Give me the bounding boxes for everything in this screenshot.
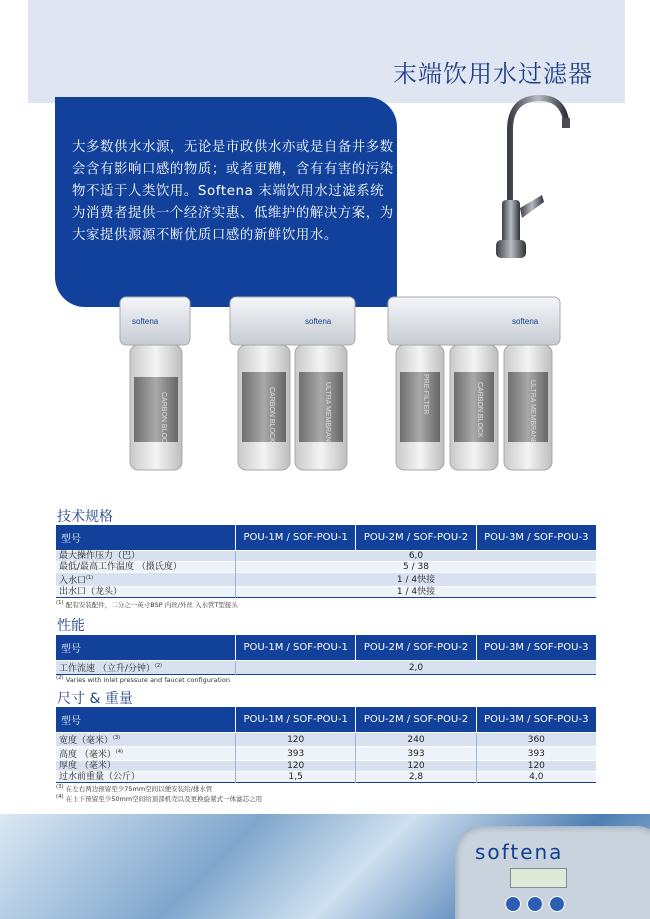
cell: 1,5: [236, 772, 356, 783]
footnote-mark: (4): [56, 794, 64, 800]
footnote-mark: (3): [56, 784, 64, 790]
drop-button-icon: [505, 896, 521, 912]
cell: 2,8: [356, 772, 476, 783]
filter-unit-3: [388, 297, 560, 470]
cell: 393: [236, 747, 356, 761]
model-col-1: POU-1M / SOF-POU-1: [236, 525, 356, 551]
model-col-2: POU-2M / SOF-POU-2: [356, 707, 476, 733]
table-row: [56, 772, 596, 783]
model-col-2: POU-2M / SOF-POU-2: [356, 635, 476, 661]
footnote-text: 配有安装配件，二分之一英寸BSP 内丝/外丝 入水管T型接头: [65, 601, 238, 610]
table-row: [56, 747, 596, 761]
table-row: [56, 573, 596, 587]
table-row: [56, 551, 596, 562]
softena-label: softena: [305, 317, 332, 326]
row-value: 5 / 38: [236, 562, 597, 573]
model-col-1: POU-1M / SOF-POU-1: [236, 707, 356, 733]
filter-systems-image: [110, 292, 565, 477]
faucet-image: [480, 90, 590, 270]
footnote-mark: (2): [154, 663, 162, 669]
model-col-2: POU-2M / SOF-POU-2: [356, 525, 476, 551]
footer-photo: [0, 814, 650, 919]
row-label-cell: [56, 747, 236, 761]
intro-text: 大多数供水水源，无论是市政供水亦或是自备井多数会含有影响口感的物质；或者更糟，含有有害的污染物不适于人类饮用。Softena 末端饮用水过滤系统为消费者提供一个经济实惠、低维护的解决方案，为大家提供源源不断优质口感的新鲜饮用水。: [72, 140, 394, 243]
dimensions-table: [56, 707, 596, 785]
footnote-mark: (2): [56, 675, 64, 681]
footnote-text: 在左右两边预留至少75mm空间以便安装给/排水管: [65, 785, 213, 794]
footnote-mark: (3): [113, 735, 121, 741]
cell: 4,0: [476, 772, 596, 783]
cell: 120: [476, 761, 596, 772]
row-label-cell: [56, 733, 236, 747]
table-row: [56, 562, 596, 573]
cell: 120: [356, 761, 476, 772]
model-col-3: POU-3M / SOF-POU-3: [476, 707, 596, 733]
cartridge-label: CARBON BLOCK: [160, 392, 167, 448]
cartridge-label: ULTRA MEMBRANE: [324, 382, 331, 447]
specs-section-title: 技术规格: [57, 509, 113, 525]
softena-label: softena: [512, 317, 539, 326]
drop-button-icon: [527, 896, 543, 912]
cartridge-label: CARBON BLOCK: [268, 387, 275, 443]
model-col-3: POU-3M / SOF-POU-3: [476, 635, 596, 661]
cartridge-label: PRE-FILTER: [422, 374, 429, 415]
dimensions-footnote-2: [56, 794, 262, 803]
cell: 393: [356, 747, 476, 761]
footnote-text: 在上下预留至少50mm空间给顶部机壳以及更换旋紧式一体滤芯之用: [65, 795, 263, 804]
filter-unit-2: [230, 297, 355, 470]
footnote-mark: (4): [115, 749, 123, 755]
row-label: 最低/最高工作温度 （摄氏度）: [56, 562, 236, 573]
device-brand-logo: softena: [475, 840, 564, 864]
cartridge-label: ULTRA MEMBRANE: [529, 380, 536, 445]
model-header: 型号: [56, 635, 236, 661]
page-title: 末端饮用水过滤器: [393, 60, 593, 88]
table-row: [56, 587, 596, 598]
dimensions-footnote-1: [56, 784, 212, 793]
row-label: 高度 （毫米）: [59, 750, 116, 760]
performance-footnote: [56, 675, 230, 684]
filter-unit-1: [120, 297, 190, 470]
controller-device-image: [455, 826, 650, 919]
dimensions-section-title: 尺寸 & 重量: [57, 691, 133, 707]
row-label: 厚度 （毫米）: [56, 761, 236, 772]
specs-footnote: [56, 600, 238, 609]
device-screen: [510, 868, 567, 888]
row-label-cell: [56, 661, 236, 675]
softena-label: softena: [132, 317, 159, 326]
row-label: 宽度（毫米）: [59, 736, 114, 746]
table-row: [56, 761, 596, 772]
model-header: 型号: [56, 707, 236, 733]
cell: 120: [236, 733, 356, 747]
performance-section-title: 性能: [57, 618, 85, 634]
row-label-cell: [56, 573, 236, 587]
table-row: [56, 733, 596, 747]
model-header: 型号: [56, 525, 236, 551]
cell: 393: [476, 747, 596, 761]
row-label: 最大操作压力（巴）: [56, 551, 236, 562]
cell: 240: [356, 733, 476, 747]
performance-table: [56, 635, 596, 677]
row-label: 过水前重量（公斤）: [56, 772, 236, 783]
cartridge-label: CARBON BLOCK: [476, 382, 483, 438]
row-value: 6,0: [236, 551, 597, 562]
footnote-mark: (1): [86, 575, 94, 581]
row-label: 出水口（龙头）: [56, 587, 236, 598]
row-value: 2,0: [236, 661, 597, 675]
footnote-text: Varies with inlet pressure and faucet configuration: [65, 676, 230, 685]
cell: 120: [236, 761, 356, 772]
footnote-mark: (1): [56, 600, 64, 606]
row-label: 入水口: [59, 576, 87, 586]
cell: 360: [476, 733, 596, 747]
drop-button-icon: [549, 896, 565, 912]
row-value: 1 / 4快接: [236, 587, 597, 598]
model-col-3: POU-3M / SOF-POU-3: [476, 525, 596, 551]
row-label: 工作流速 （立升/分钟）: [59, 664, 155, 674]
row-value: 1 / 4快接: [236, 573, 597, 587]
table-row: [56, 661, 596, 675]
specs-table: [56, 525, 596, 600]
model-col-1: POU-1M / SOF-POU-1: [236, 635, 356, 661]
